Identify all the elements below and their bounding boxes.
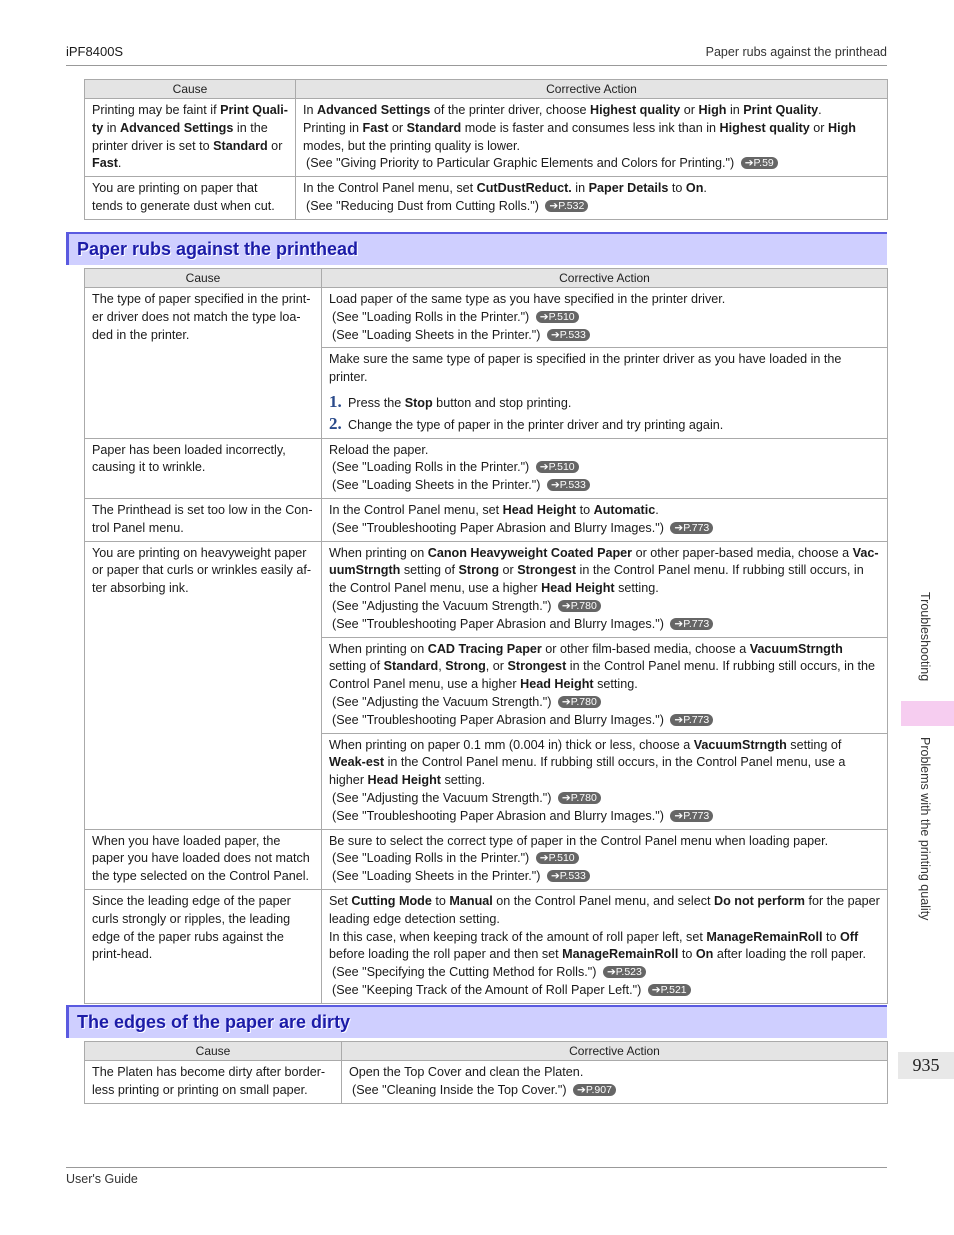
page-reference-link[interactable]: ➔P.510 [536, 311, 579, 323]
corrective-action-header: Corrective Action [342, 1042, 888, 1061]
page-reference-link[interactable]: ➔P.773 [670, 714, 713, 726]
page-reference-link[interactable]: ➔P.510 [536, 461, 579, 473]
header-topic: Paper rubs against the printhead [705, 45, 887, 59]
page-reference-link[interactable]: ➔P.532 [545, 200, 588, 212]
page-reference-link[interactable]: ➔P.907 [573, 1084, 616, 1096]
see-also-text: (See "Adjusting the Vacuum Strength.") [332, 694, 552, 709]
action-cell [322, 889, 888, 1003]
action-cell [322, 438, 888, 498]
see-also-text: (See "Keeping Track of the Amount of Roll Paper Left.") [332, 982, 642, 997]
see-also-text: (See "Cleaning Inside the Top Cover.") [352, 1082, 567, 1097]
see-also-text: (See "Troubleshooting Paper Abrasion and Blurry Images.") [332, 520, 664, 535]
cause-header: Cause [85, 269, 322, 288]
table-row [85, 99, 888, 177]
action-text: Reload the paper. [329, 442, 429, 457]
see-also-line [349, 1082, 880, 1100]
table-header-row [85, 80, 888, 99]
page-reference-link[interactable]: ➔P.780 [558, 600, 601, 612]
see-also-line [303, 198, 880, 216]
side-label-problems: Problems with the printing quality [918, 737, 932, 921]
action-cell [296, 99, 888, 177]
action-text: In Advanced Settings of the printer driver, choose Highest quality or High in Print Quality. Printing in Fast or Standard mode is faster and consumes less ink than in Highest quality or High modes, but the printing quality is lower. [303, 103, 856, 153]
steps-list [329, 393, 880, 435]
page-reference-link[interactable]: ➔P.773 [670, 810, 713, 822]
see-also-line [329, 309, 880, 327]
cause-action-table-1 [84, 79, 888, 220]
step-text: Change the type of paper in the printer driver and try printing again. [348, 417, 724, 432]
cause-cell: The Printhead is set too low in the Con-trol Panel menu. [85, 498, 322, 541]
table-row [85, 498, 888, 541]
cause-cell: Since the leading edge of the paper curls strongly or ripples, the leading edge of the paper rubs against the print-head. [85, 889, 322, 1003]
cause-action-table-2 [84, 268, 888, 1004]
table-header-row [85, 269, 888, 288]
see-also-line [303, 155, 880, 173]
action-text: Be sure to select the correct type of paper in the Control Panel menu when loading paper. [329, 833, 829, 848]
cause-cell: You are printing on paper that tends to generate dust when cut. [85, 177, 296, 220]
section-title: Paper rubs against the printhead [77, 239, 359, 259]
table-row [85, 889, 888, 1003]
page-reference-link[interactable]: ➔P.521 [648, 984, 691, 996]
cause-cell: When you have loaded paper, the paper you have loaded does not match the type selected on the Control Panel. [85, 829, 322, 889]
cause-cell: The type of paper specified in the print-er driver does not match the type loa-ded in the printer. [85, 288, 322, 439]
table-row [85, 177, 888, 220]
see-also-text: (See "Reducing Dust from Cutting Rolls.") [306, 198, 539, 213]
see-also-line [329, 694, 880, 712]
see-also-text: (See "Specifying the Cutting Method for Rolls.") [332, 965, 597, 980]
table-header-row [85, 1042, 888, 1061]
action-text: When printing on Canon Heavyweight Coated Paper or other paper-based media, choose a Vac-uumStrngth setting of Strong or Strongest in the Control Panel menu. If rubbing still occurs, in the Control Panel menu, use a higher Head Height setting. [329, 545, 879, 596]
see-also-text: (See "Troubleshooting Paper Abrasion and Blurry Images.") [332, 712, 664, 727]
page-reference-link[interactable]: ➔P.780 [558, 792, 601, 804]
see-also-text: (See "Loading Sheets in the Printer.") [332, 327, 541, 342]
action-text: In the Control Panel menu, set CutDustReduct. in Paper Details to On. [303, 181, 707, 196]
page-reference-link[interactable]: ➔P.59 [741, 157, 778, 169]
section-heading-dirty-edges [66, 1005, 887, 1038]
step-item [329, 393, 880, 413]
see-also-text: (See "Troubleshooting Paper Abrasion and Blurry Images.") [332, 808, 664, 823]
see-also-line [329, 477, 880, 495]
see-also-line [329, 850, 880, 868]
page-reference-link[interactable]: ➔P.533 [547, 329, 590, 341]
action-cell [322, 288, 888, 348]
cause-header: Cause [85, 80, 296, 99]
table-row [85, 541, 888, 637]
action-text: Open the Top Cover and clean the Platen. [349, 1065, 584, 1079]
cause-cell: You are printing on heavyweight paper or paper that curls or wrinkles easily af-ter absorbing ink. [85, 541, 322, 829]
page-reference-link[interactable]: ➔P.533 [547, 479, 590, 491]
see-also-line [329, 598, 880, 616]
table-row [85, 829, 888, 889]
action-text: Load paper of the same type as you have specified in the printer driver. [329, 292, 726, 306]
see-also-text: (See "Loading Sheets in the Printer.") [332, 869, 541, 884]
see-also-line [329, 868, 880, 886]
action-cell [322, 498, 888, 541]
corrective-action-header: Corrective Action [322, 269, 888, 288]
cause-cell: Printing may be faint if Print Quali-ty in Advanced Settings in the printer driver is set to Standard or Fast. [85, 99, 296, 177]
see-also-line [329, 964, 880, 982]
see-also-line [329, 327, 880, 345]
action-cell [322, 733, 888, 829]
section-title: The edges of the paper are dirty [77, 1012, 351, 1032]
page-reference-link[interactable]: ➔P.780 [558, 696, 601, 708]
see-also-text: (See "Giving Priority to Particular Graphic Elements and Colors for Printing.") [306, 156, 735, 171]
step-number: 1. [329, 391, 342, 411]
page-reference-link[interactable]: ➔P.523 [603, 966, 646, 978]
action-cell [342, 1061, 888, 1104]
footer-divider [66, 1167, 887, 1168]
header-product: iPF8400S [66, 44, 124, 59]
table-row [85, 288, 888, 348]
action-text: When printing on CAD Tracing Paper or other film-based media, choose a VacuumStrngth setting of Standard, Strong, or Strongest in the Control Panel menu. If rubbing still occurs, in the Control Panel menu, use a higher Head Height setting. [329, 641, 875, 692]
action-text: In the Control Panel menu, set Head Height to Automatic. [329, 502, 659, 517]
see-also-text: (See "Troubleshooting Paper Abrasion and Blurry Images.") [332, 616, 664, 631]
page-reference-link[interactable]: ➔P.533 [547, 870, 590, 882]
footer-guide-name: User's Guide [66, 1172, 138, 1186]
table-row [85, 1061, 888, 1104]
side-label-troubleshooting: Troubleshooting [918, 592, 932, 682]
header-divider [66, 65, 887, 66]
step-number: 2. [329, 413, 342, 433]
see-also-line [329, 459, 880, 477]
action-text: Set Cutting Mode to Manual on the Control Panel menu, and select Do not perform for the paper leading edge detection setting. In this case, when keeping track of the amount of roll paper left, set ManageRemainRoll to Off before loading the roll paper and then set ManageRemainRoll to On after loading the roll paper. [329, 893, 880, 962]
see-also-line [329, 982, 880, 1000]
cause-cell: The Platen has become dirty after border-less printing or printing on small paper. [85, 1061, 342, 1104]
page-reference-link[interactable]: ➔P.773 [670, 618, 713, 630]
see-also-line [329, 520, 880, 538]
see-also-line [329, 616, 880, 634]
page-reference-link[interactable]: ➔P.773 [670, 522, 713, 534]
cause-action-table-3 [84, 1041, 888, 1104]
see-also-text: (See "Loading Rolls in the Printer.") [332, 460, 530, 475]
section-heading-paper-rubs [66, 232, 887, 265]
action-text: Make sure the same type of paper is specified in the printer driver as you have loaded in the printer. [329, 352, 842, 385]
see-also-line [329, 808, 880, 826]
step-text: Press the Stop button and stop printing. [348, 395, 572, 410]
corrective-action-header: Corrective Action [296, 80, 888, 99]
see-also-text: (See "Loading Sheets in the Printer.") [332, 478, 541, 493]
cause-header: Cause [85, 1042, 342, 1061]
page-reference-link[interactable]: ➔P.510 [536, 852, 579, 864]
table-row [85, 438, 888, 498]
see-also-text: (See "Loading Rolls in the Printer.") [332, 309, 530, 324]
see-also-line [329, 712, 880, 730]
side-tab-marker [901, 701, 954, 726]
action-cell [322, 541, 888, 637]
cause-cell: Paper has been loaded incorrectly, causing it to wrinkle. [85, 438, 322, 498]
action-cell [322, 348, 888, 438]
action-cell [322, 829, 888, 889]
action-cell [322, 637, 888, 733]
see-also-text: (See "Adjusting the Vacuum Strength.") [332, 790, 552, 805]
step-item [329, 415, 880, 435]
see-also-text: (See "Adjusting the Vacuum Strength.") [332, 598, 552, 613]
see-also-line [329, 790, 880, 808]
action-text: When printing on paper 0.1 mm (0.004 in) thick or less, choose a VacuumStrngth setting of Weak-est in the Control Panel menu. If rubbing still occurs, in the Control Panel menu, use a higher Head Height setting. [329, 737, 846, 788]
page-number: 935 [898, 1052, 954, 1079]
see-also-text: (See "Loading Rolls in the Printer.") [332, 851, 530, 866]
action-cell [296, 177, 888, 220]
